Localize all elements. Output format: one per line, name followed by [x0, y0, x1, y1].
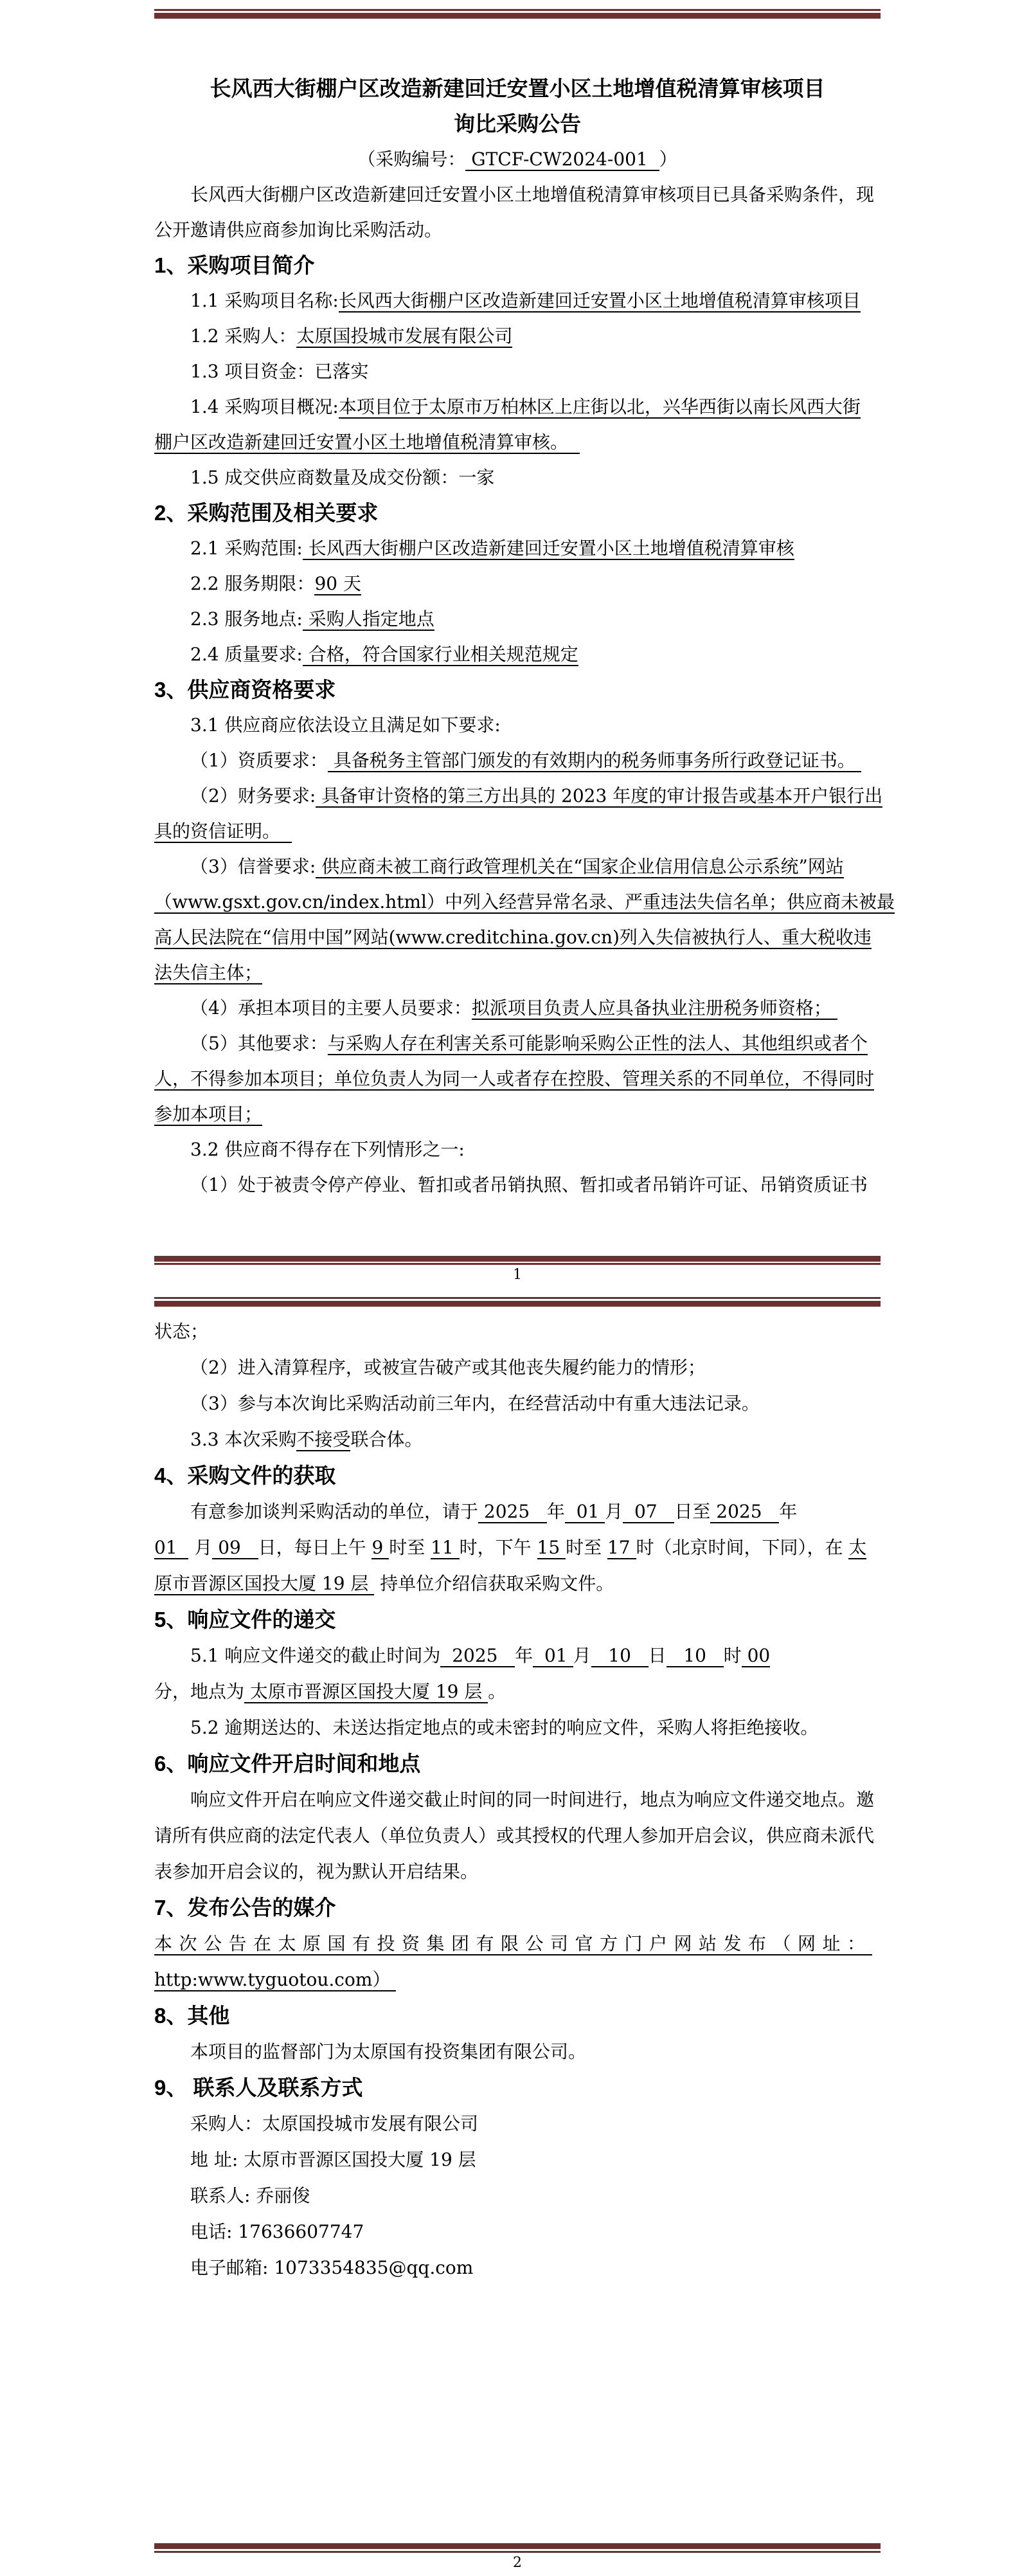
item-3-3-prefix: 3.3 本次采购: [190, 1429, 297, 1450]
req-3-line-1: [154, 849, 881, 884]
page2-content: [154, 1314, 881, 2286]
procurement-ref-suffix: ）: [659, 149, 677, 170]
s4-text-2: 年: [546, 1501, 565, 1522]
s4-hour-am-start: 9: [371, 1537, 389, 1558]
page2-bottom-border-thin-line: [154, 2551, 881, 2553]
section-6-line-2: 请所有供应商的法定代表人（单位负责人）或其授权的代理人参加开启会议，供应商未派代: [154, 1825, 875, 1846]
page1-bottom-border-thin-line: [154, 1263, 881, 1265]
section-4-line-1: [154, 1494, 881, 1530]
item-1-1: [154, 283, 881, 318]
item-1-4-label: 1.4 采购项目概况:: [190, 396, 339, 417]
section-8-line-1: 本项目的监督部门为太原国有投资集团有限公司。: [190, 2041, 587, 2062]
req-1-label: （1）资质要求：: [190, 750, 328, 771]
item-2-4: [154, 637, 881, 672]
section-4-line-3: [154, 1566, 881, 1602]
item-5-2: 5.2 逾期送达的、未送达指定地点的或未密封的响应文件，采购人将拒绝接收。: [190, 1717, 819, 1738]
s5-text-7: 。: [488, 1681, 506, 1702]
s5-submit-address: 太原市晋源区国投大厦 19 层: [244, 1681, 488, 1702]
s4-text-10: 时至: [566, 1537, 607, 1558]
item-2-1: [154, 531, 881, 566]
procurement-ref-prefix: （采购编号：: [357, 149, 466, 170]
contact-address: 地 址: 太原市晋源区国投大厦 19 层: [190, 2149, 476, 2170]
s4-blank-month-start: 01: [564, 1501, 605, 1522]
s5-text-2: 年: [515, 1645, 533, 1666]
s5-deadline-year: 2025: [440, 1645, 515, 1666]
req-2-value-2: 具的资信证明。: [154, 821, 292, 842]
section-7-line-2: [154, 1962, 881, 1998]
s5-text-6: 分，地点为: [154, 1681, 245, 1702]
req-3-value-1: 供应商未被工商行政管理机关在“国家企业信用信息公示系统”网站: [316, 856, 844, 877]
item-1-2-value: 太原国投城市发展有限公司: [296, 325, 513, 347]
case-1-line-1: （1）处于被责令停产停业、暂扣或者吊销执照、暂扣或者吊销许可证、吊销资质证书: [190, 1174, 868, 1195]
item-2-3: [154, 601, 881, 637]
section-9-heading: 9、 联系人及联系方式: [154, 2076, 363, 2100]
page1-top-border-thin-line: [154, 9, 881, 11]
page1-page-number: 1: [513, 1267, 522, 1283]
item-3-3: [154, 1422, 881, 1458]
item-1-4-line-1: [154, 389, 881, 424]
item-2-4-value: 合格，符合国家行业相关规范规定: [302, 644, 578, 665]
procurement-ref-number: GTCF-CW2024-001: [465, 149, 659, 170]
req-3-line-2: [154, 884, 895, 920]
item-1-4-value-2: 棚户区改造新建回迁安置小区土地增值税清算审核。: [154, 431, 580, 453]
page1-content: [154, 71, 895, 1202]
item-5-1-line-1: [154, 1638, 881, 1674]
case-2: （2）进入清算程序，或被宣告破产或其他丧失履约能力的情形；: [190, 1357, 706, 1378]
s4-text-6: 月: [188, 1537, 213, 1558]
contact-buyer: 采购人：太原国投城市发展有限公司: [190, 2113, 479, 2134]
document-title: 长风西大街棚户区改造新建回迁安置小区土地增值税清算审核项目: [210, 76, 825, 101]
s5-text-1: 5.1 响应文件递交的截止时间为: [190, 1645, 441, 1666]
page2-bottom-border-thick-bar: [154, 2543, 881, 2549]
item-1-4-value-1: 本项目位于太原市万柏林区上庄街以北，兴华西街以南长风西大街: [338, 396, 861, 417]
s5-text-4: 日: [648, 1645, 667, 1666]
req-3-value-2: （www.gsxt.gov.cn/index.html）中列入经营异常名录、严重违法失信名单；供应商未被最: [154, 891, 895, 912]
item-2-4-label: 2.4 质量要求:: [190, 644, 303, 665]
section-4-heading: 4、采购文件的获取: [154, 1464, 336, 1487]
s4-blank-day-end: 09: [212, 1537, 258, 1558]
item-1-5: 1.5 成交供应商数量及成交份额：一家: [190, 467, 495, 488]
s5-text-5: 时: [723, 1645, 742, 1666]
s4-blank-year-start: 2025: [478, 1501, 547, 1522]
procurement-ref-line: [154, 141, 881, 177]
item-3-3-emphasis: 不接受: [296, 1429, 351, 1450]
s4-text-5: 年: [779, 1501, 798, 1522]
contact-phone: 电话: 17636607747: [190, 2221, 364, 2242]
req-4: [154, 990, 881, 1026]
intro-line-2: 公开邀请供应商参加询比采购活动。: [154, 219, 443, 240]
item-3-1: 3.1 供应商应依法设立且满足如下要求:: [190, 714, 501, 736]
section-5-heading: 5、响应文件的递交: [154, 1608, 336, 1631]
contact-email: 电子邮箱: 1073354835@qq.com: [190, 2257, 474, 2278]
s4-hour-pm-start: 15: [537, 1537, 566, 1558]
item-2-3-label: 2.3 服务地点:: [190, 608, 303, 630]
item-2-2: [154, 566, 881, 601]
s4-text-4: 日至: [674, 1501, 711, 1522]
s5-text-3: 月: [573, 1645, 591, 1666]
section-2-heading: 2、采购范围及相关要求: [154, 501, 379, 525]
item-5-1-line-2: [154, 1674, 881, 1710]
req-3-line-4: [154, 955, 881, 990]
req-1: [154, 743, 881, 778]
s4-text-7: 日，每日上午: [258, 1537, 372, 1558]
page2-page-number: 2: [513, 2555, 522, 2571]
case-3: （3）参与本次询比采购活动前三年内，在经营活动中有重大违法记录。: [190, 1393, 760, 1414]
s4-text-11: 时（北京时间，下同），在: [636, 1537, 849, 1558]
s4-text-9: 时，下午: [459, 1537, 537, 1558]
req-5-line-1: [154, 1026, 881, 1061]
s4-blank-month-end: 01: [154, 1537, 189, 1558]
page1-top-border-thick-bar: [154, 13, 881, 19]
req-1-value: 具备税务主管部门颁发的有效期内的税务师事务所行政登记证书。: [327, 750, 861, 771]
req-3-label: （3）信誉要求:: [190, 856, 316, 877]
section-1-heading: 1、采购项目简介: [154, 253, 315, 277]
req-2-line-2: [154, 813, 881, 849]
s4-hour-pm-end: 17: [607, 1537, 636, 1558]
req-5-value-3: 参加本项目；: [154, 1103, 263, 1125]
section-6-line-3: 表参加开启会议的，视为默认开启结果。: [154, 1861, 479, 1882]
req-3-value-3: 高人民法院在“信用中国”网站(www.creditchina.gov.cn)列入失信被执行人、重大税收违: [154, 927, 872, 948]
req-5-value-2: 人，不得参加本项目；单位负责人为同一人或者存在控股、管理关系的不同单位，不得同时: [154, 1068, 875, 1089]
item-1-1-label: 1.1 采购项目名称:: [190, 290, 339, 311]
s4-text-12: 持单位介绍信获取采购文件。: [374, 1573, 614, 1594]
item-2-3-value: 采购人指定地点: [302, 608, 434, 630]
s4-hour-am-end: 11: [431, 1537, 460, 1558]
announcement-website-url: http:www.tyguotou.com）: [154, 1969, 397, 1990]
req-5-value-1: 与采购人存在利害关系可能影响采购公正性的法人、其他组织或者个: [327, 1033, 868, 1054]
req-5-line-3: [154, 1096, 881, 1132]
item-1-1-value: 长风西大街棚户区改造新建回迁安置小区土地增值税清算审核项目: [338, 290, 861, 311]
page2-top-border-thick-bar: [154, 1301, 881, 1307]
s4-blank-day-start: 07: [623, 1501, 675, 1522]
req-4-label: （4）承担本项目的主要人员要求：: [190, 997, 472, 1019]
item-1-4-line-2: [154, 424, 881, 460]
req-3-value-4: 法失信主体；: [154, 962, 263, 983]
document-subtitle: 询比采购公告: [454, 111, 581, 136]
item-3-3-suffix: 联合体。: [350, 1429, 423, 1450]
s4-address-start: 太: [848, 1537, 867, 1558]
section-7-line-1: [154, 1926, 881, 1962]
s5-deadline-day: 10: [591, 1645, 649, 1666]
req-2-value-1: 具备审计资格的第三方出具的 2023 年度的审计报告或基本开户银行出: [316, 785, 883, 806]
item-2-1-value: 长风西大街棚户区改造新建回迁安置小区土地增值税清算审核: [302, 538, 794, 559]
req-2-line-1: [154, 778, 881, 813]
req-4-value: 拟派项目负责人应具备执业注册税务师资格；: [471, 997, 837, 1019]
intro-line-1: 长风西大街棚户区改造新建回迁安置小区土地增值税清算审核项目已具备采购条件，现: [190, 184, 875, 205]
announcement-media-text: 本次公告在太原国有投资集团有限公司官方门户网站发布（网址：: [154, 1933, 872, 1954]
item-1-2: [154, 318, 881, 354]
item-1-3: 1.3 项目资金：已落实: [190, 361, 369, 382]
item-2-2-value: 90 天: [314, 573, 361, 594]
contact-person: 联系人: 乔丽俊: [190, 2185, 310, 2206]
s5-deadline-month: 01: [533, 1645, 573, 1666]
s4-address-end: 原市晋源区国投大厦 19 层: [154, 1573, 375, 1594]
s5-deadline-minute: 00: [741, 1645, 771, 1666]
page2-top-border-thin-line: [154, 1297, 881, 1299]
item-3-2: 3.2 供应商不得存在下列情形之一:: [190, 1139, 465, 1160]
s4-text-1: 有意参加谈判采购活动的单位，请于: [190, 1501, 479, 1522]
s5-deadline-hour: 10: [666, 1645, 724, 1666]
item-2-1-label: 2.1 采购范围:: [190, 538, 303, 559]
case-1-line-2: 状态；: [154, 1321, 209, 1342]
section-4-line-2: [154, 1530, 881, 1566]
section-8-heading: 8、其他: [154, 2004, 230, 2027]
page1-bottom-border-thick-bar: [154, 1256, 881, 1262]
req-2-label: （2）财务要求:: [190, 785, 316, 806]
s4-blank-year-end: 2025: [710, 1501, 780, 1522]
section-6-heading: 6、响应文件开启时间和地点: [154, 1752, 421, 1775]
section-3-heading: 3、供应商资格要求: [154, 678, 336, 702]
s4-text-3: 月: [605, 1501, 623, 1522]
req-5-line-2: [154, 1061, 881, 1096]
item-2-2-label: 2.2 服务期限：: [190, 573, 315, 594]
req-3-line-3: [154, 920, 881, 955]
section-7-heading: 7、发布公告的媒介: [154, 1896, 336, 1919]
s4-text-8: 时至: [389, 1537, 431, 1558]
section-6-line-1: 响应文件开启在响应文件递交截止时间的同一时间进行，地点为响应文件递交地点。邀: [190, 1789, 875, 1810]
req-5-label: （5）其他要求：: [190, 1033, 328, 1054]
item-1-2-label: 1.2 采购人：: [190, 325, 297, 347]
